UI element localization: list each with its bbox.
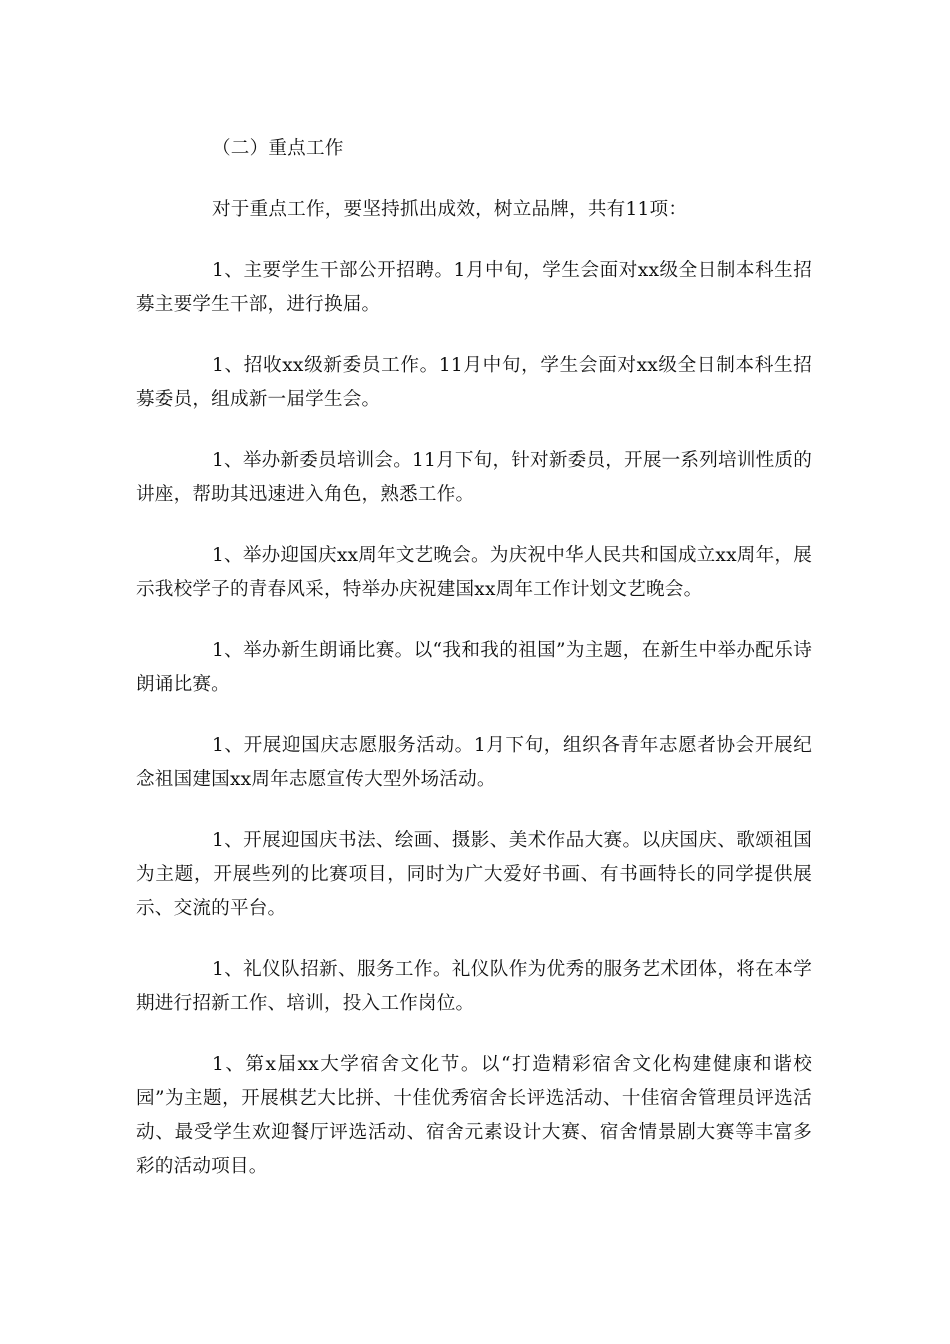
work-item-paragraph: 1、礼仪队招新、服务工作。礼仪队作为优秀的服务艺术团体，将在本学期进行招新工作、培训，投入工作岗位。 [136,959,812,1014]
work-item-paragraph: 1、招收xx级新委员工作。11月中旬，学生会面对xx级全日制本科生招募委员，组成新一届学生会。 [136,355,812,410]
work-item-paragraph: 1、举办新委员培训会。11月下旬，针对新委员，开展一系列培训性质的讲座，帮助其迅速进入角色，熟悉工作。 [136,450,812,505]
work-item-paragraph: 1、举办迎国庆xx周年文艺晚会。为庆祝中华人民共和国成立xx周年，展示我校学子的青春风采，特举办庆祝建国xx周年工作计划文艺晚会。 [136,545,812,600]
section-heading: （二）重点工作 [212,138,344,159]
work-item-paragraph: 1、开展迎国庆书法、绘画、摄影、美术作品大赛。以庆国庆、歌颂祖国为主题，开展些列的比赛项目，同时为广大爱好书画、有书画特长的同学提供展示、交流的平台。 [136,830,812,919]
work-item-paragraph: 1、开展迎国庆志愿服务活动。1月下旬，组织各青年志愿者协会开展纪念祖国建国xx周年志愿宣传大型外场活动。 [136,735,812,790]
intro-paragraph: 对于重点工作，要坚持抓出成效，树立品牌，共有11项： [212,199,688,220]
work-item-paragraph: 1、第x届xx大学宿舍文化节。以“打造精彩宿舍文化构建健康和谐校园”为主题，开展棋艺大比拼、十佳优秀宿舍长评选活动、十佳宿舍管理员评选活动、最受学生欢迎餐厅评选活动、宿舍元素设计大赛、宿舍情景剧大赛等丰富多彩的活动项目。 [136,1054,812,1177]
work-item-paragraph: 1、主要学生干部公开招聘。1月中旬，学生会面对xx级全日制本科生招募主要学生干部，进行换届。 [136,260,812,315]
work-item-paragraph: 1、举办新生朗诵比赛。以“我和我的祖国”为主题，在新生中举办配乐诗朗诵比赛。 [136,640,812,695]
document-body [136,132,812,1211]
